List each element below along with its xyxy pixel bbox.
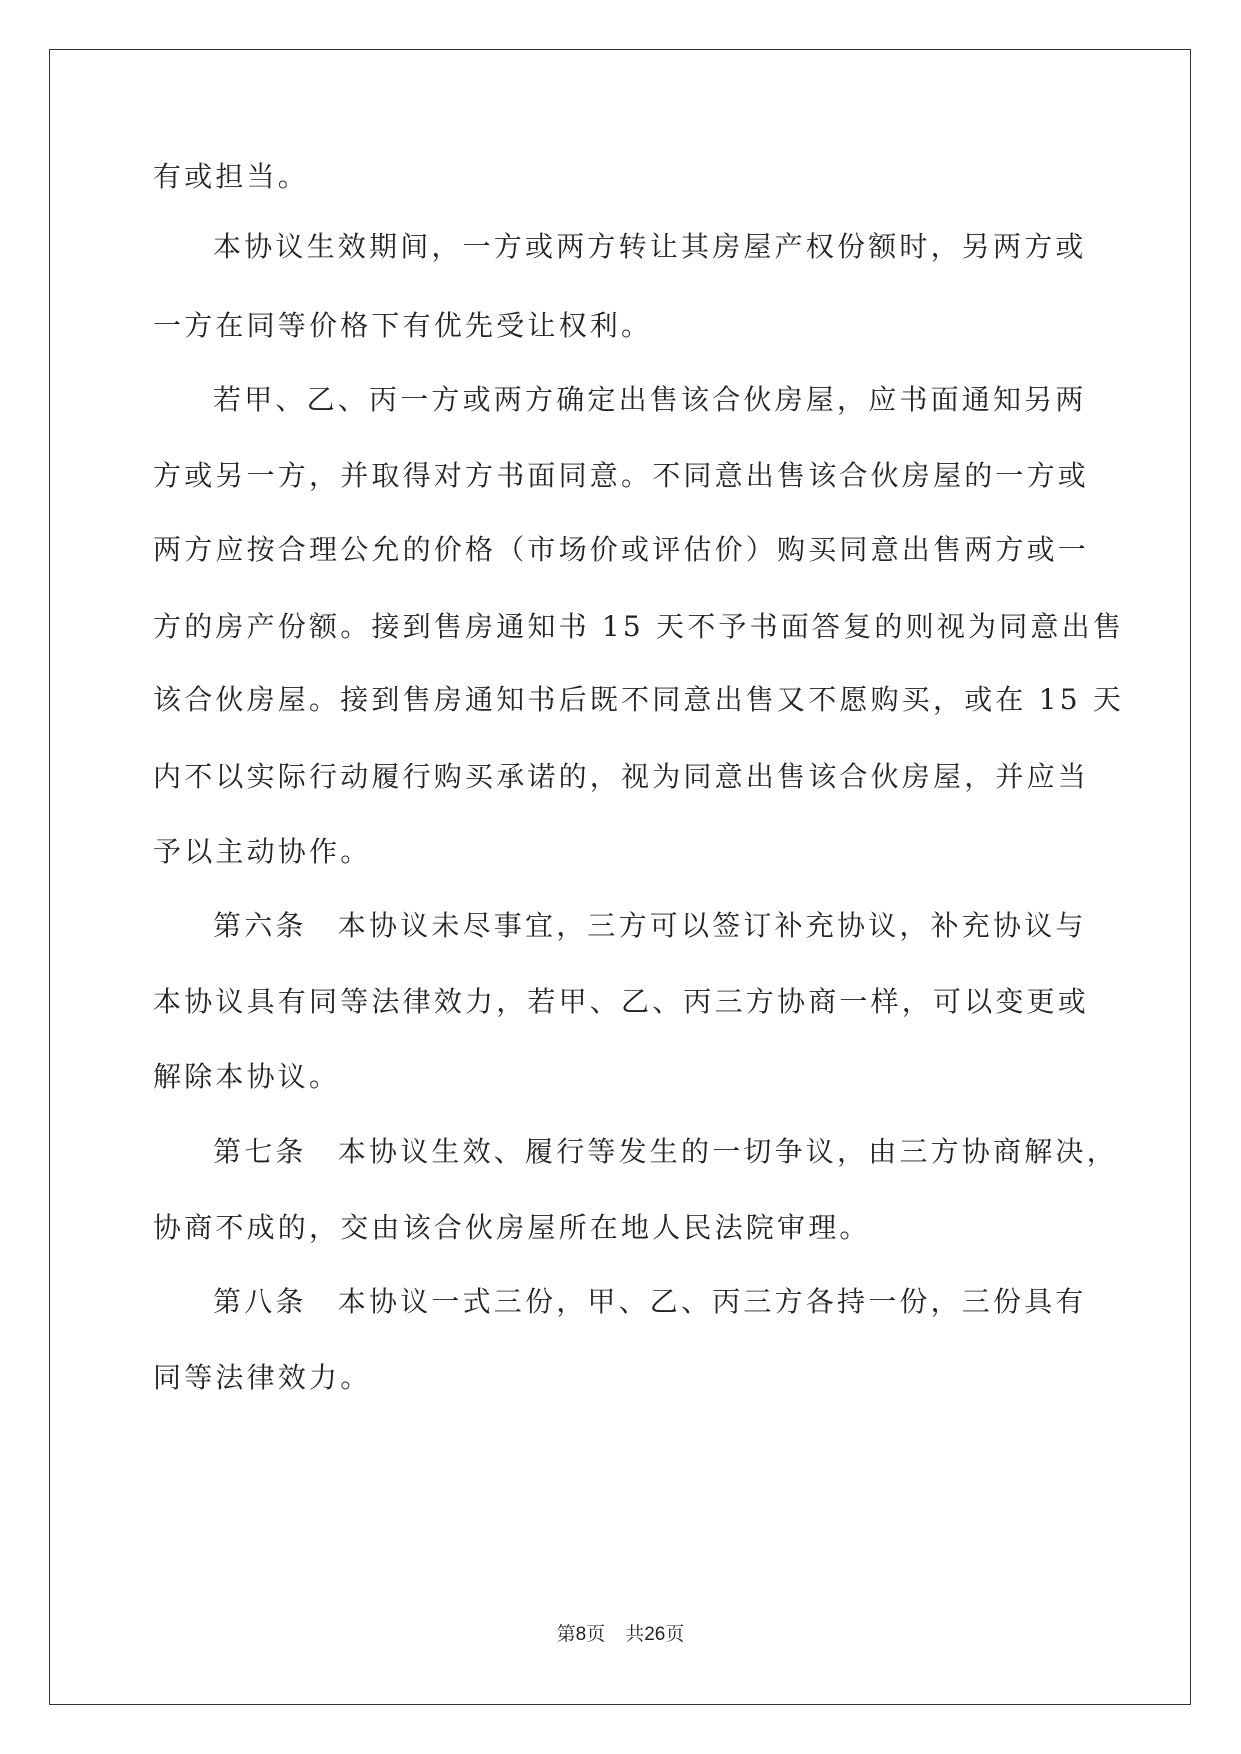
text-line: 予以主动协作。: [153, 835, 372, 868]
text-line: 第七条 本协议生效、履行等发生的一切争议，由三方协商解决，: [213, 1135, 1118, 1168]
text-line: 有或担当。: [153, 160, 310, 193]
page-number: 8: [575, 1624, 587, 1645]
text-line: 方或另一方，并取得对方书面同意。不同意出售该合伙房屋的一方或: [153, 459, 1090, 492]
text-line: 一方在同等价格下有优先受让权利。: [153, 309, 653, 342]
text-line: 协商不成的，交由该合伙房屋所在地人民法院审理。: [153, 1211, 871, 1244]
page-footer: [0, 1622, 1241, 1647]
text-line: 方的房产份额。接到售房通知书 15 天不予书面答复的则视为同意出售: [153, 610, 1125, 643]
page-suffix: 页: [586, 1623, 606, 1645]
text-line: 若甲、乙、丙一方或两方确定出售该合伙房屋，应书面通知另两: [213, 383, 1087, 416]
text-line: 解除本协议。: [153, 1060, 341, 1093]
text-line: 该合伙房屋。接到售房通知书后既不同意出售又不愿购买，或在 15 天: [153, 683, 1125, 716]
page-prefix: 第: [556, 1623, 576, 1645]
total-suffix: 页: [665, 1623, 685, 1645]
text-line: 内不以实际行动履行购买承诺的，视为同意出售该合伙房屋，并应当: [153, 760, 1090, 793]
text-line: 两方应按合理公允的价格（市场价或评估价）购买同意出售两方或一: [153, 533, 1090, 566]
text-line: 本协议具有同等法律效力，若甲、乙、丙三方协商一样，可以变更或: [153, 985, 1090, 1018]
total-prefix: 共: [625, 1623, 645, 1645]
text-line: 本协议生效期间，一方或两方转让其房屋产权份额时，另两方或: [213, 230, 1087, 263]
text-line: 同等法律效力。: [153, 1361, 372, 1394]
page-border: [49, 49, 1191, 1705]
total-pages: 26: [644, 1624, 666, 1645]
text-line: 第六条 本协议未尽事宜，三方可以签订补充协议，补充协议与: [213, 909, 1087, 942]
text-line: 第八条 本协议一式三份，甲、乙、丙三方各持一份，三份具有: [213, 1285, 1087, 1318]
